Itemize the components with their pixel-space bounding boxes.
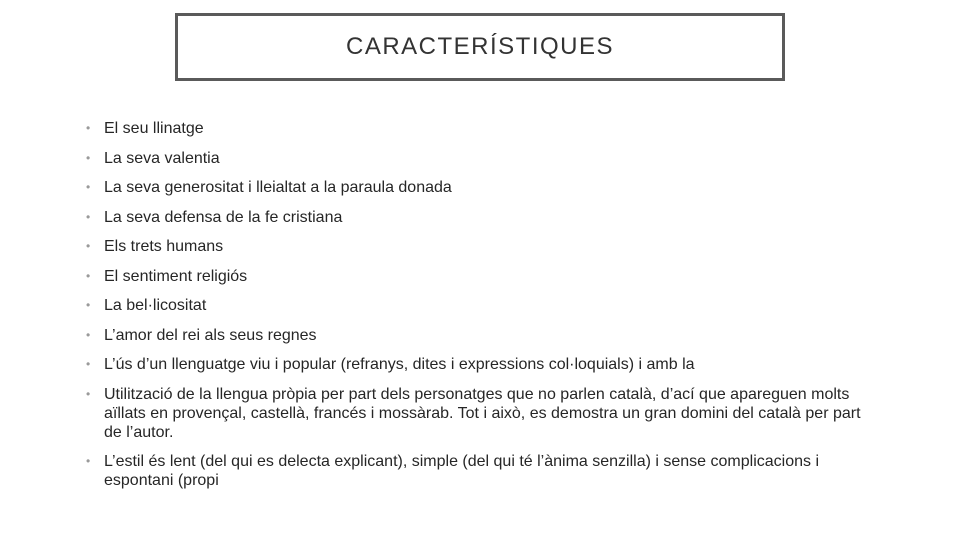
list-item (84, 385, 874, 442)
list-item-text: Els trets humans (104, 238, 224, 255)
bullet-icon: • (86, 386, 91, 401)
bullet-icon: • (86, 268, 91, 283)
list-item-text: La seva valentia (104, 149, 220, 167)
list-item (84, 149, 874, 168)
title-box (175, 13, 785, 81)
bullet-icon: • (86, 298, 91, 312)
list-item-text: L’estil és lent (del qui es delecta explicant), simple (del qui té l’ànima senzilla) i sense complicacions i espontani (propi (104, 453, 820, 489)
list-item (84, 296, 874, 315)
list-item-text: La seva defensa de la fe cristiana (104, 208, 343, 226)
bullet-icon: • (86, 327, 91, 342)
list-item (84, 452, 874, 490)
list-item-text: La seva generositat i lleialtat a la paraula donada (104, 179, 452, 196)
list-item (84, 208, 874, 227)
bullet-icon: • (86, 357, 91, 371)
bullet-icon: • (86, 239, 91, 253)
bullet-list (84, 117, 874, 490)
bullet-icon: • (86, 209, 91, 224)
list-item (84, 326, 874, 345)
list-item-text: Utilització de la llengua pròpia per part dels personatges que no parlen català, d’ací que apareguen molts aïllats en provençal, castellà, francés i mossàrab. Tot i això, es demostra un gran domini del català per part de l’autor. (104, 385, 861, 441)
bullet-icon: • (86, 454, 91, 468)
bullet-icon: • (86, 121, 91, 135)
bullet-icon: • (86, 150, 91, 165)
bullet-icon: • (86, 180, 91, 194)
list-item-text: La bel·licositat (104, 297, 207, 314)
slide-title: CARACTERÍSTIQUES (345, 33, 615, 60)
list-item-text: El seu llinatge (104, 120, 204, 137)
list-item-text: El sentiment religiós (104, 267, 248, 285)
list-item (84, 355, 874, 374)
list-item-text: L’amor del rei als seus regnes (104, 326, 317, 344)
list-item (84, 119, 874, 138)
list-item-text: L’ús d’un llenguatge viu i popular (refranys, dites i expressions col·loquials) i amb la (104, 356, 695, 373)
list-item (84, 267, 874, 286)
list-item (84, 237, 874, 256)
list-item (84, 178, 874, 197)
